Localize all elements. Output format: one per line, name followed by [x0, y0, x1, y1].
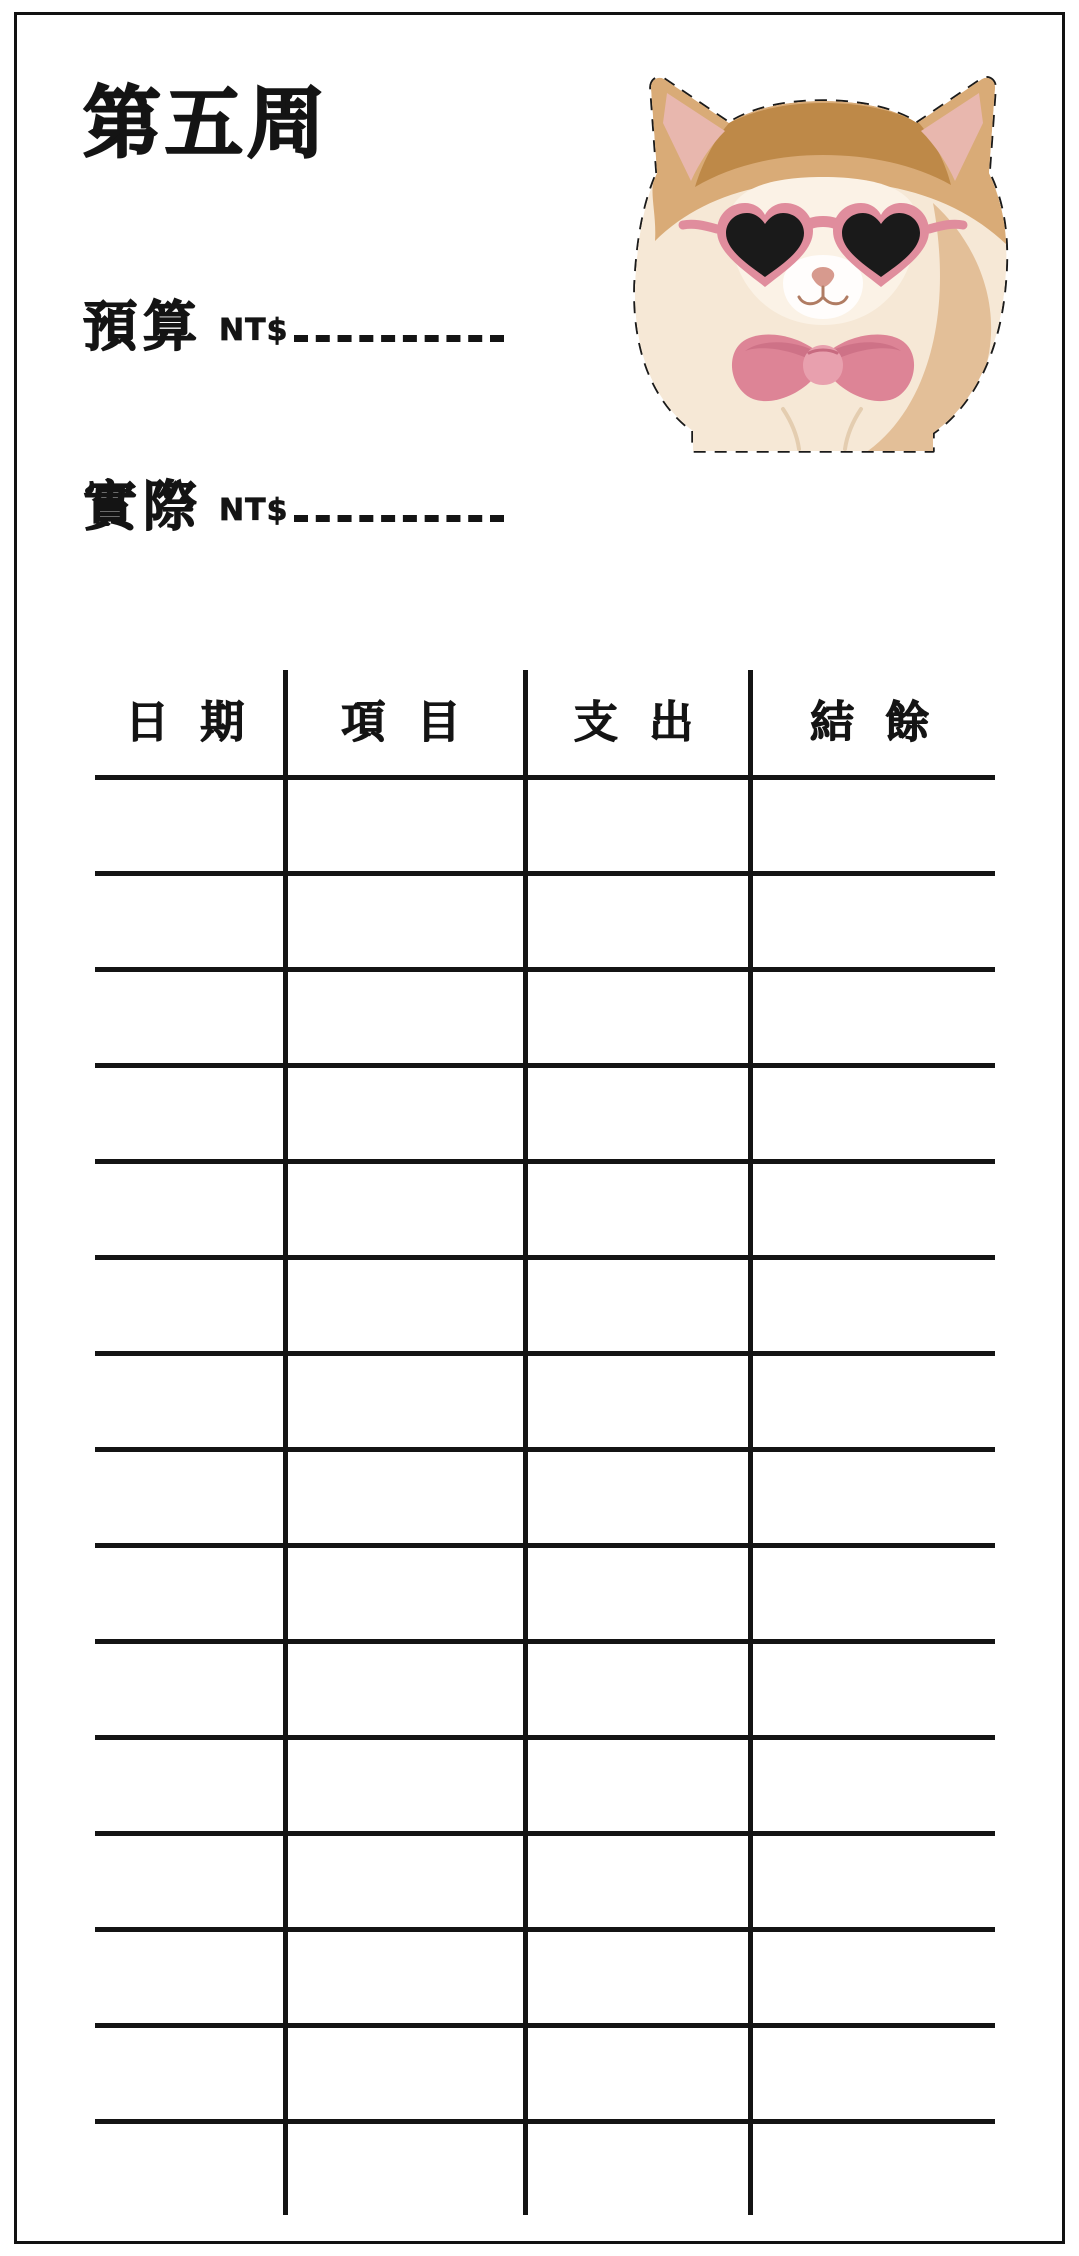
- cell-item[interactable]: [285, 1642, 525, 1738]
- cell-expense[interactable]: [525, 1162, 750, 1258]
- cell-date[interactable]: [95, 1546, 285, 1642]
- actual-label: 實際: [83, 475, 203, 538]
- cat-body-group: [635, 78, 1007, 453]
- cell-expense[interactable]: [525, 1642, 750, 1738]
- cell-date[interactable]: [95, 2122, 285, 2216]
- cell-expense[interactable]: [525, 874, 750, 970]
- table-body: [95, 778, 995, 2216]
- cell-expense[interactable]: [525, 778, 750, 874]
- cell-expense[interactable]: [525, 2122, 750, 2216]
- cell-date[interactable]: [95, 970, 285, 1066]
- cell-item[interactable]: [285, 778, 525, 874]
- table-row: [95, 1546, 995, 1642]
- cell-item[interactable]: [285, 1738, 525, 1834]
- cell-balance[interactable]: [750, 1162, 995, 1258]
- table-row: [95, 1642, 995, 1738]
- column-header-balance: 結 餘: [750, 670, 995, 778]
- table-row: [95, 2026, 995, 2122]
- cell-balance[interactable]: [750, 970, 995, 1066]
- table-row: [95, 1258, 995, 1354]
- cell-balance[interactable]: [750, 1834, 995, 1930]
- cell-item[interactable]: [285, 1546, 525, 1642]
- cell-balance[interactable]: [750, 1066, 995, 1162]
- column-header-expense: 支 出: [525, 670, 750, 778]
- table-header-row: [95, 670, 995, 778]
- table-row: [95, 1450, 995, 1546]
- column-header-item: 項 目: [285, 670, 525, 778]
- actual-currency-label: NT$: [219, 493, 289, 528]
- table-row: [95, 1066, 995, 1162]
- cell-balance[interactable]: [750, 1642, 995, 1738]
- table-row: [95, 1930, 995, 2026]
- cell-date[interactable]: [95, 1354, 285, 1450]
- cell-date[interactable]: [95, 1162, 285, 1258]
- ledger-table: [95, 670, 995, 2215]
- budget-write-in-blank[interactable]: [294, 335, 504, 342]
- cell-expense[interactable]: [525, 1066, 750, 1162]
- cell-item[interactable]: [285, 1450, 525, 1546]
- table-row: [95, 1738, 995, 1834]
- cell-item[interactable]: [285, 1930, 525, 2026]
- cell-date[interactable]: [95, 1738, 285, 1834]
- cell-balance[interactable]: [750, 874, 995, 970]
- cell-item[interactable]: [285, 970, 525, 1066]
- cell-date[interactable]: [95, 1258, 285, 1354]
- ledger-table-wrap: [95, 670, 995, 2100]
- cell-balance[interactable]: [750, 1354, 995, 1450]
- cell-balance[interactable]: [750, 2026, 995, 2122]
- table-row: [95, 1834, 995, 1930]
- cell-item[interactable]: [285, 1162, 525, 1258]
- cell-date[interactable]: [95, 778, 285, 874]
- cell-expense[interactable]: [525, 970, 750, 1066]
- cell-date[interactable]: [95, 2026, 285, 2122]
- cell-expense[interactable]: [525, 1930, 750, 2026]
- table-row: [95, 970, 995, 1066]
- cell-item[interactable]: [285, 1258, 525, 1354]
- cell-expense[interactable]: [525, 1450, 750, 1546]
- cell-expense[interactable]: [525, 1258, 750, 1354]
- cell-expense[interactable]: [525, 1354, 750, 1450]
- column-header-date: 日 期: [95, 670, 285, 778]
- cell-item[interactable]: [285, 1354, 525, 1450]
- cell-expense[interactable]: [525, 2026, 750, 2122]
- cell-balance[interactable]: [750, 1738, 995, 1834]
- table-row: [95, 778, 995, 874]
- budget-currency-label: NT$: [219, 313, 289, 348]
- actual-write-in-blank[interactable]: [294, 515, 504, 522]
- budget-label: 預算: [83, 295, 203, 358]
- cell-item[interactable]: [285, 874, 525, 970]
- table-row: [95, 2122, 995, 2216]
- cell-date[interactable]: [95, 1930, 285, 2026]
- table-row: [95, 1162, 995, 1258]
- table-row: [95, 874, 995, 970]
- cell-date[interactable]: [95, 1834, 285, 1930]
- page-title: 第五周: [83, 79, 330, 169]
- cell-expense[interactable]: [525, 1546, 750, 1642]
- cell-expense[interactable]: [525, 1834, 750, 1930]
- cell-balance[interactable]: [750, 1450, 995, 1546]
- cell-balance[interactable]: [750, 1258, 995, 1354]
- page-border: [14, 12, 1065, 2244]
- cell-balance[interactable]: [750, 778, 995, 874]
- cell-date[interactable]: [95, 1450, 285, 1546]
- actual-field-row: [83, 475, 504, 538]
- cell-balance[interactable]: [750, 2122, 995, 2216]
- cell-expense[interactable]: [525, 1738, 750, 1834]
- cell-date[interactable]: [95, 874, 285, 970]
- budget-field-row: [83, 295, 504, 358]
- cell-balance[interactable]: [750, 1546, 995, 1642]
- cell-item[interactable]: [285, 2122, 525, 2216]
- cell-date[interactable]: [95, 1642, 285, 1738]
- cell-balance[interactable]: [750, 1930, 995, 2026]
- table-row: [95, 1354, 995, 1450]
- cell-item[interactable]: [285, 1066, 525, 1162]
- cell-date[interactable]: [95, 1066, 285, 1162]
- cell-item[interactable]: [285, 1834, 525, 1930]
- cat-with-heart-sunglasses-sticker: [633, 53, 1013, 453]
- cell-item[interactable]: [285, 2026, 525, 2122]
